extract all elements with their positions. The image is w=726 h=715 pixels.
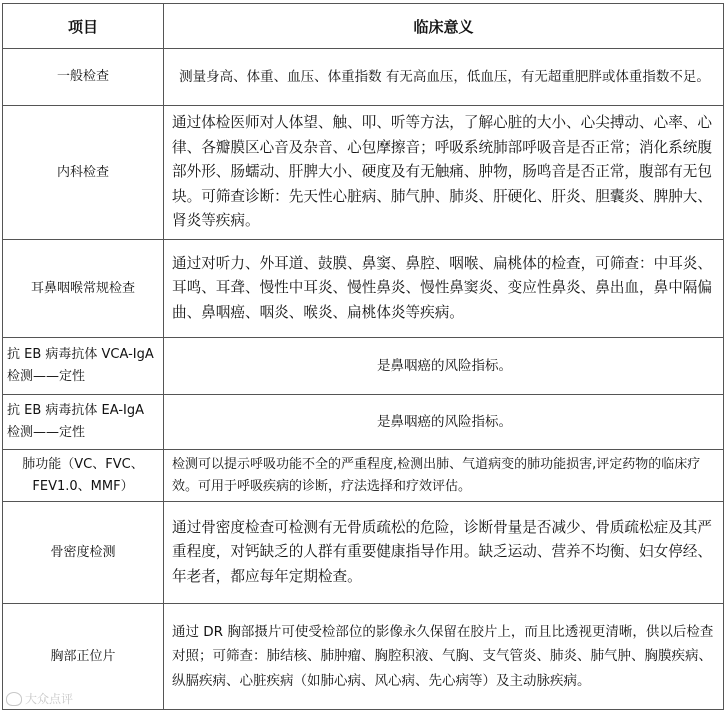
- row-item: 一般检查: [3, 49, 164, 106]
- table-row: [3, 502, 724, 604]
- header-row: [3, 4, 724, 49]
- row-meaning: 通过 DR 胸部摄片可使受检部位的影像永久保留在胶片上，而且比透视更清晰，供以后检查对照；可筛查：肺结核、肺肿瘤、胸腔积液、气胸、支气管炎、肺炎、肺气肿、胸膜疾病、纵膈疾病、心脏疾病（如肺心病、风心病、先心病等）及主动脉疾病。: [164, 604, 724, 710]
- row-meaning: 通过体检医师对人体望、触、叩、听等方法，了解心脏的大小、心尖搏动、心率、心律、各瓣膜区心音及杂音、心包摩擦音；呼吸系统肺部呼吸音是否正常；消化系统腹部外形、肠蠕动、肝脾大小、硬度及有无触痛、肿物，肠鸣音是否正常，腹部有无包块。可筛查诊断：先天性心脏病、肺气肿、肺炎、肝硬化、肝炎、胆囊炎、脾肿大、肾炎等疾病。: [164, 106, 724, 240]
- row-item: 内科检查: [3, 106, 164, 240]
- row-meaning: 测量身高、体重、血压、体重指数 有无高血压，低血压，有无超重肥胖或体重指数不足。: [164, 49, 724, 106]
- row-item: 耳鼻咽喉常规检查: [3, 240, 164, 338]
- table-row: [3, 604, 724, 710]
- row-item: 肺功能（VC、FVC、FEV1.0、MMF）: [3, 450, 164, 502]
- row-item: 抗 EB 病毒抗体 VCA-IgA 检测——定性: [3, 338, 164, 395]
- header-item: 项目: [3, 4, 164, 49]
- row-item: 抗 EB 病毒抗体 EA-IgA 检测——定性: [3, 395, 164, 450]
- row-item: 胸部正位片: [3, 604, 164, 710]
- table-row: [3, 395, 724, 450]
- table-row: [3, 106, 724, 240]
- row-meaning: 是鼻咽癌的风险指标。: [164, 338, 724, 395]
- watermark: [6, 690, 73, 707]
- table-row: [3, 49, 724, 106]
- watermark-text: 大众点评: [25, 692, 74, 706]
- logo-icon: [6, 692, 22, 706]
- row-meaning: 检测可以提示呼吸功能不全的严重程度,检测出肺、气道病变的肺功能损害,评定药物的临床疗效。可用于呼吸疾病的诊断，疗法选择和疗效评估。: [164, 450, 724, 502]
- row-item: 骨密度检测: [3, 502, 164, 604]
- row-meaning: 通过骨密度检查可检测有无骨质疏松的危险，诊断骨量是否减少、骨质疏松症及其严重程度，对钙缺乏的人群有重要健康指导作用。缺乏运动、营养不均衡、妇女停经、年老者，都应每年定期检查。: [164, 502, 724, 604]
- table-row: [3, 450, 724, 502]
- checkup-table: [2, 3, 724, 710]
- row-meaning: 是鼻咽癌的风险指标。: [164, 395, 724, 450]
- header-meaning: 临床意义: [164, 4, 724, 49]
- row-meaning: 通过对听力、外耳道、鼓膜、鼻窦、鼻腔、咽喉、扁桃体的检查，可筛查：中耳炎、耳鸣、耳聋、慢性中耳炎、慢性鼻炎、慢性鼻窦炎、变应性鼻炎、鼻出血，鼻中隔偏曲、鼻咽癌、咽炎、喉炎、扁桃体炎等疾病。: [164, 240, 724, 338]
- table-row: [3, 240, 724, 338]
- table-row: [3, 338, 724, 395]
